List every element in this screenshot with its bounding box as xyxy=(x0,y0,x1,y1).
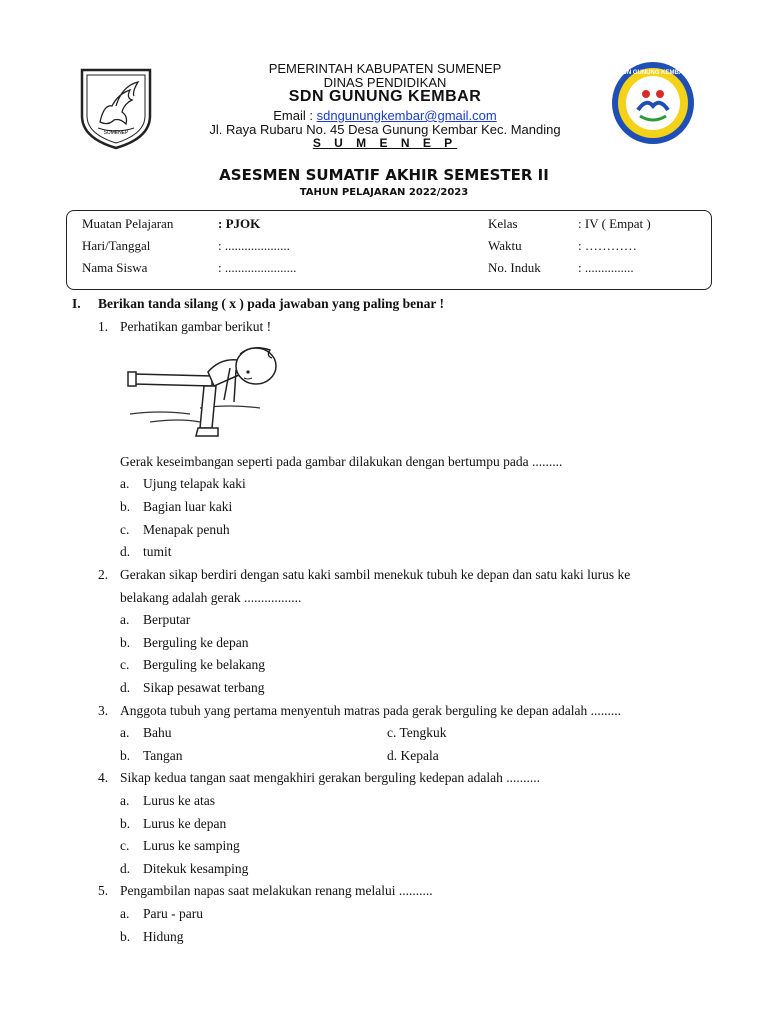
subject-value: : PJOK xyxy=(218,216,261,231)
class-label: Kelas xyxy=(488,216,518,231)
department-name: DINAS PENDIDIKAN xyxy=(323,75,447,90)
school-logo xyxy=(610,60,696,146)
subject-label: Muatan Pelajaran xyxy=(82,216,174,231)
option-letter[interactable]: a. xyxy=(120,725,130,740)
option-text[interactable]: Berputar xyxy=(143,612,191,627)
question-text: Sikap kedua tangan saat mengakhiri gerakan berguling kedepan adalah .......... xyxy=(120,770,540,785)
question-text: Pengambilan napas saat melakukan renang melalui .......... xyxy=(120,883,433,898)
email-link[interactable]: sdngunungkembar@gmail.com xyxy=(316,108,497,123)
email-label: Email : xyxy=(273,108,317,123)
question-number: 2. xyxy=(98,567,109,582)
question-text-continued: belakang adalah gerak ................. xyxy=(120,590,302,605)
option-text[interactable]: Bahu xyxy=(143,725,172,740)
option-letter[interactable]: c. xyxy=(120,657,130,672)
option-text[interactable]: Bagian luar kaki xyxy=(143,499,233,514)
question-number: 5. xyxy=(98,883,109,898)
student-id-field[interactable]: : ............... xyxy=(578,260,634,275)
question-intro: Perhatikan gambar berikut ! xyxy=(120,319,272,334)
name-field[interactable]: : ...................... xyxy=(218,260,297,275)
option-text[interactable]: tumit xyxy=(143,544,172,559)
city-name: S U M E N E P xyxy=(312,136,458,150)
question-text: Gerak keseimbangan seperti pada gambar dilakukan dengan bertumpu pada ......... xyxy=(120,454,563,469)
option-text[interactable]: c. Tengkuk xyxy=(387,725,447,740)
question-number: 3. xyxy=(98,703,109,718)
question-number: 4. xyxy=(98,770,109,785)
option-letter[interactable]: b. xyxy=(120,635,131,650)
option-text[interactable]: Berguling ke belakang xyxy=(143,657,265,672)
name-label: Nama Siswa xyxy=(82,260,148,275)
government-name: PEMERINTAH KABUPATEN SUMENEP xyxy=(268,61,502,76)
balance-pose-illustration xyxy=(120,342,300,446)
option-letter[interactable]: a. xyxy=(120,612,130,627)
option-text[interactable]: Berguling ke depan xyxy=(143,635,249,650)
option-text[interactable]: Ujung telapak kaki xyxy=(143,476,246,491)
school-logo-text: SDN GUNUNG KEMBAR xyxy=(618,70,688,76)
option-letter[interactable]: b. xyxy=(120,499,131,514)
option-letter[interactable]: d. xyxy=(120,861,131,876)
option-letter[interactable]: d. xyxy=(120,544,131,559)
option-letter[interactable]: c. xyxy=(120,838,130,853)
school-name: SDN GUNUNG KEMBAR xyxy=(288,88,482,105)
option-letter[interactable]: b. xyxy=(120,929,131,944)
option-text[interactable]: Lurus ke depan xyxy=(143,816,227,831)
option-text[interactable]: Ditekuk kesamping xyxy=(143,861,249,876)
option-text[interactable]: Paru - paru xyxy=(143,906,203,921)
option-letter[interactable]: a. xyxy=(120,793,130,808)
option-text[interactable]: Menapak penuh xyxy=(143,522,230,537)
date-field[interactable]: : .................... xyxy=(218,238,290,253)
option-text[interactable]: Lurus ke samping xyxy=(143,838,240,853)
option-letter[interactable]: b. xyxy=(120,748,131,763)
date-label: Hari/Tanggal xyxy=(82,238,151,253)
option-text[interactable]: Lurus ke atas xyxy=(143,793,215,808)
question-text: Anggota tubuh yang pertama menyentuh matras pada gerak berguling ke depan adalah ......... xyxy=(120,703,621,718)
student-id-label: No. Induk xyxy=(488,260,541,275)
email-line xyxy=(180,108,590,123)
option-letter[interactable]: a. xyxy=(120,476,130,491)
option-letter[interactable]: b. xyxy=(120,816,131,831)
district-logo xyxy=(76,64,156,152)
time-field[interactable]: : ………… xyxy=(578,238,637,253)
time-label: Waktu xyxy=(488,238,522,253)
option-text[interactable]: Sikap pesawat terbang xyxy=(143,680,265,695)
section-number: I. xyxy=(72,296,81,311)
option-letter[interactable]: d. xyxy=(120,680,131,695)
option-text[interactable]: d. Kepala xyxy=(387,748,439,763)
school-address: Jl. Raya Rubaru No. 45 Desa Gunung Kembar Kec. Manding xyxy=(209,122,561,137)
section-instruction: Berikan tanda silang ( x ) pada jawaban yang paling benar ! xyxy=(98,296,444,311)
exam-title: ASESMEN SUMATIF AKHIR SEMESTER II xyxy=(219,166,549,184)
question-number: 1. xyxy=(98,319,109,334)
district-logo-text: SUMENEP xyxy=(103,130,129,136)
question-text: Gerakan sikap berdiri dengan satu kaki sambil menekuk tubuh ke depan dan satu kaki lurus ke xyxy=(120,567,631,582)
school-year: TAHUN PELAJARAN 2022/2023 xyxy=(299,187,469,198)
option-text[interactable]: Tangan xyxy=(143,748,183,763)
option-letter[interactable]: a. xyxy=(120,906,130,921)
class-value: : IV ( Empat ) xyxy=(578,216,651,231)
option-letter[interactable]: c. xyxy=(120,522,130,537)
option-text[interactable]: Hidung xyxy=(143,929,184,944)
